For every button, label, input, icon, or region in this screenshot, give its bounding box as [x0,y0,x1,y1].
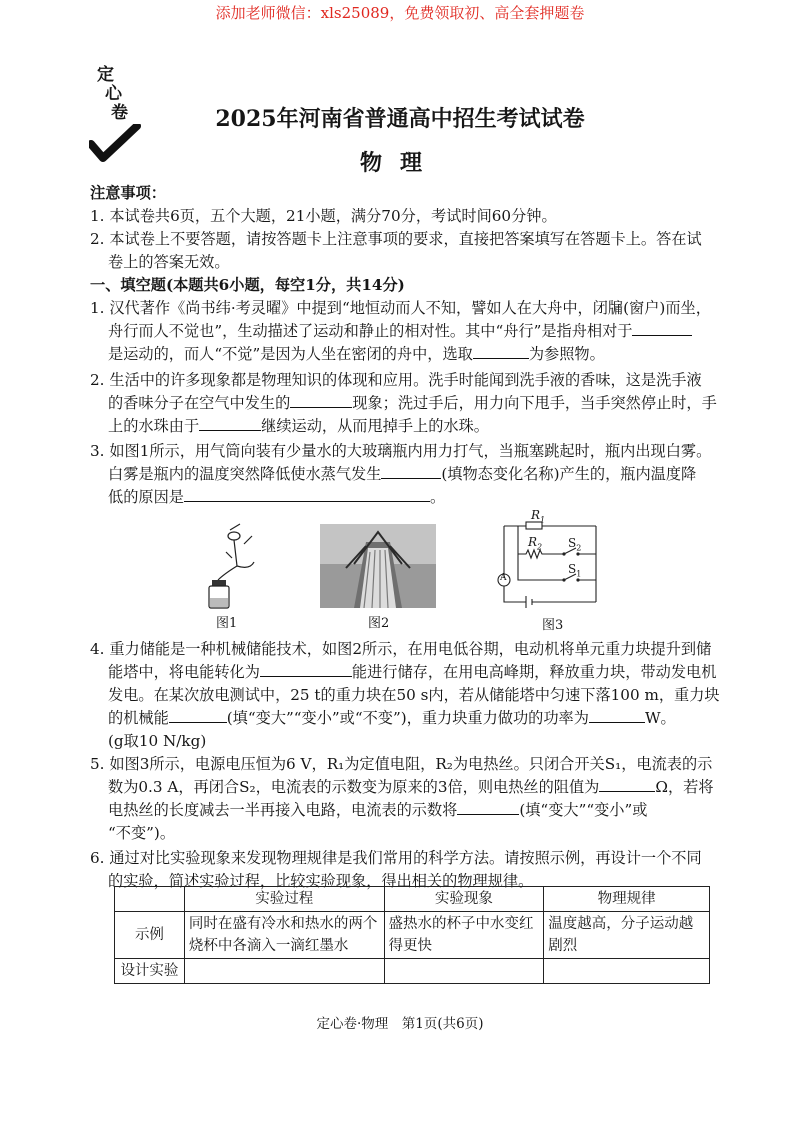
question-text: 5. 如图3所示，电源电压恒为6 V，R₁为定值电阻，R₂为电热丝。只闭合开关S₁，电流表的示 [90,755,713,773]
exam-subject: 物理 [359,150,440,176]
answer-blank[interactable] [589,708,645,723]
row-label: 示例 [115,912,185,959]
question-text: 6. 通过对比实验现象来发现物理规律是我们常用的科学方法。请按照示例，再设计一个不同 [90,849,702,867]
table-header-cell: 实验现象 [384,887,544,912]
question-text: (g取10 N/kg) [108,732,207,750]
page-footer: 定心卷·物理 第1页(共6页) [316,1016,484,1032]
resistor-r2-label: $R_2$ [528,535,543,552]
figure-caption: 图2 [368,616,390,631]
table-header-row [115,887,710,912]
question-text: 电热丝的长度减去一半再接入电路，电流表的示数将 (填“变大”“变小”或 [108,801,648,819]
table-cell: 盛热水的杯子中水变红得更快 [384,912,544,959]
question-text: “不变”)。 [108,824,176,842]
question-text: 能塔中，将电能转化为 能进行储存，在用电高峰期，释放重力块，带动发电机 [108,663,717,681]
answer-blank[interactable] [290,393,352,408]
table-cell: 同时在盛有冷水和热水的两个烧杯中各滴入一滴红墨水 [184,912,384,959]
table-cell: 温度越高，分子运动越剧烈 [544,912,710,959]
question-text: 上的水珠由于 继续运动，从而甩掉手上的水珠。 [108,417,489,435]
exam-title: 2025年河南省普通高中招生考试试卷 [215,106,585,132]
answer-cell[interactable] [384,959,544,984]
question-text: 是运动的，而人“不觉”是因为人坐在密闭的舟中，选取 为参照物。 [108,345,605,363]
question-text: 的香味分子在空气中发生的 现象；洗过手后，用力向下甩手，当手突然停止时，手 [108,394,717,412]
answer-cell[interactable] [544,959,710,984]
ammeter-icon: A [500,573,507,583]
answer-blank[interactable] [199,416,261,431]
answer-blank[interactable] [632,321,692,336]
question-text: 的实验，简述实验过程，比较实验现象，得出相关的物理规律。 [108,872,534,890]
question-text: 数为0.3 A，再闭合S₂，电流表的示数变为原来的3倍，则电热丝的阻值为 Ω，若将 [108,778,714,796]
table-header-cell: 实验过程 [184,887,384,912]
notice-heading: 注意事项： [90,184,166,202]
stamp-char: 心 [105,84,122,104]
question-text: 发电。在某次放电测试中，25 t的重力块在50 s内，若从储能塔中匀速下落100 m，重力块 [108,686,720,704]
question-text: 4. 重力储能是一种机械储能技术，如图2所示，在用电低谷期，电动机将单元重力块提升到储 [90,640,712,658]
question-text: 舟行而人不觉也”，生动描述了运动和静止的相对性。其中“舟行”是指舟相对于 [108,320,692,342]
promo-banner: 添加老师微信：xls25089，免费领取初、高全套押题卷 [215,4,585,22]
figure-2 [320,524,436,634]
figure-1 [204,522,270,632]
table-header-cell: 物理规律 [544,887,710,912]
switch-s2-label: $S_2$ [568,536,582,553]
circuit-diagram [496,508,602,608]
answer-blank[interactable] [184,487,430,502]
question-text: 低的原因是 。 [108,488,446,506]
figure-caption: 图1 [216,616,238,631]
answer-blank[interactable] [473,344,529,359]
experiment-table [114,886,710,984]
answer-blank[interactable] [169,708,227,723]
answer-cell[interactable] [184,959,384,984]
notice-item: 1. 本试卷共6页，五个大题，21小题，满分70分，考试时间60分钟。 [90,207,557,225]
answer-blank[interactable] [381,464,441,479]
section-heading: 一、填空题(本题共6小题，每空1分，共14分) [90,276,405,294]
stamp-char: 定 [97,65,114,85]
answer-blank[interactable] [599,777,655,792]
switch-s1-label: $S_1$ [568,562,582,579]
figure-caption: 图3 [542,618,564,633]
notice-item: 2. 本试卷上不要答题，请按答题卡上注意事项的要求，直接把答案填写在答题卡上。答在试 [90,230,702,248]
question-text: 2. 生活中的许多现象都是物理知识的体现和应用。洗手时能闻到洗手液的香味，这是洗手液 [90,371,702,389]
answer-blank[interactable] [260,662,352,677]
question-text: 的机械能 (填“变大”“变小”或“不变”)，重力块重力做功的功率为 W。 [108,709,676,727]
row-label: 设计实验 [115,959,185,984]
question-text: 3. 如图1所示，用气筒向装有少量水的大玻璃瓶内用力打气，当瓶塞跳起时，瓶内出现白雾。 [90,442,712,460]
figure-3 [496,508,602,634]
table-row [115,959,710,984]
question-text: 1. 汉代著作《尚书纬·考灵曜》中提到“地恒动而人不知，譬如人在大舟中，闭牖(窗户)而坐， [90,299,711,317]
energy-tower-photo [320,524,436,608]
notice-item: 卷上的答案无效。 [108,253,230,271]
table-header-cell [115,887,185,912]
table-row [115,912,710,959]
resistor-r1-label: $R_1$ [531,508,546,525]
answer-blank[interactable] [457,800,519,815]
pump-bottle-illustration [204,522,270,610]
stamp-char: 卷 [111,103,128,123]
question-text: 白雾是瓶内的温度突然降低使水蒸气发生 (填物态变化名称)产生的，瓶内温度降 [108,465,697,483]
